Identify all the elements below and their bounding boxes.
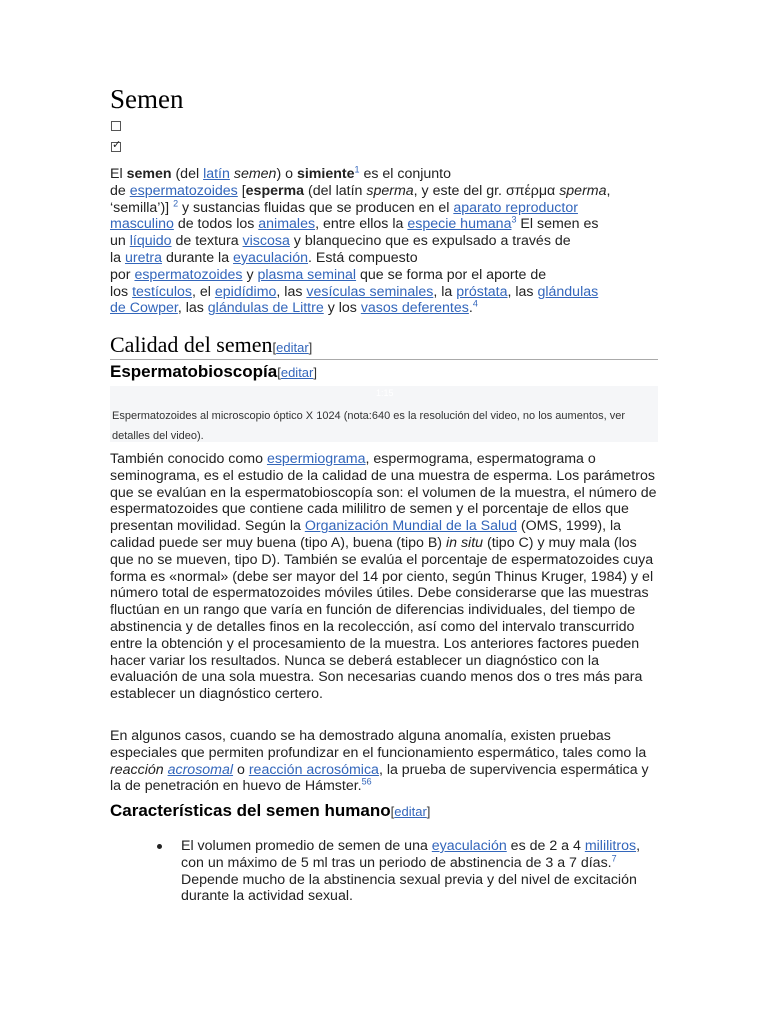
link-vasos-deferentes[interactable]: vasos deferentes <box>360 300 469 317</box>
checked-checkbox[interactable] <box>111 142 121 152</box>
link-masculino[interactable]: masculino <box>110 216 174 233</box>
section-heading-espermatobioscopia: Espermatobioscopía[editar] <box>110 362 317 381</box>
link-cowper[interactable]: de Cowper <box>110 300 178 317</box>
list-item: El volumen promedio de semen de una eyaculación es de 2 a 4 mililitros, con un máximo de 5 ml tras un periodo de abstinencia de 3 a 7 días.$^7$ Depende mucho de la abstinencia sexual previa y del nivel de excitación durante la actividad sexual. <box>110 838 658 905</box>
link-aparato-reproductor[interactable]: aparato reproductor <box>453 199 578 216</box>
video-box[interactable] <box>110 386 658 442</box>
paragraph-pruebas: En algunos casos, cuando se ha demostrado alguna anomalía, existen pruebas especiales que permiten profundizar en el funcionamiento espermático, tales como la reacción acrosomal o reacción acrosómica, la prueba de supervivencia espermática y la de penetración en huevo de Hámster.$^{56}$ <box>110 728 649 795</box>
characteristics-list <box>110 838 658 905</box>
ref-3[interactable]: 3 <box>511 214 517 225</box>
bullet-icon <box>157 844 162 849</box>
page-title: Semen <box>110 84 184 114</box>
video-duration: 1:15 <box>376 388 394 398</box>
ref-2[interactable]: 2 <box>173 197 179 208</box>
link-mililitros[interactable]: mililitros <box>584 838 637 854</box>
ref-7[interactable]: 7 <box>611 853 617 864</box>
link-littre[interactable]: glándulas de Littre <box>207 300 324 317</box>
link-liquido[interactable]: líquido <box>129 233 172 250</box>
link-reaccion-acrosomica[interactable]: reacción acrosómica <box>248 761 379 778</box>
link-eyaculacion[interactable]: eyaculación <box>233 249 308 266</box>
intro-paragraph: El semen (del latín semen) o simiente$^1$ es el conjunto de espermatozoides [esperma (del latín sperma, y este del gr. σπέρμα sperma, ‘semilla’)] $^2$ y sustancias fluidas que se producen en el aparato reproductor masculino de todos los animales, entre ellos la especie humana$^3$ El semen es un líquido de textura viscosa y blanquecino que es expulsado a través de la uretra durante la eyaculación. Está compuesto por espermatozoides y plasma seminal que se forma por el aporte de los testículos, el epidídimo, las vesículas seminales, la próstata, las glándulas de Cowper, las glándulas de Littre y los vasos deferentes.$^4$ <box>110 164 611 317</box>
link-testiculos[interactable]: testículos <box>132 283 193 300</box>
ref-4[interactable]: 4 <box>472 298 478 309</box>
term-simiente: simiente <box>296 166 355 182</box>
link-uretra[interactable]: uretra <box>124 249 163 266</box>
link-animales[interactable]: animales <box>258 216 316 233</box>
edit-link[interactable]: editar <box>394 804 427 819</box>
link-espermatozoides[interactable]: espermatozoides <box>129 182 238 199</box>
section-heading-calidad: Calidad del semen[editar] <box>110 332 658 360</box>
link-especie-humana[interactable]: especie humana <box>407 216 512 233</box>
section-heading-caracteristicas: Características del semen humano[editar] <box>110 801 431 820</box>
edit-link[interactable]: editar <box>276 340 309 355</box>
link-espermatozoides-2[interactable]: espermatozoides <box>134 266 243 283</box>
link-espermiograma[interactable]: espermiograma <box>266 451 366 467</box>
link-latin[interactable]: latín <box>203 166 230 182</box>
video-caption: Espermatozoides al microscopio óptico X 1024 (nota:640 es la resolución del video, no los aumentos, ver detalles del video). <box>112 410 626 442</box>
link-viscosa[interactable]: viscosa <box>242 233 290 250</box>
edit-link[interactable]: editar <box>280 365 314 380</box>
link-epididimo[interactable]: epidídimo <box>214 283 277 300</box>
link-prostata[interactable]: próstata <box>456 283 508 300</box>
link-vesiculas-seminales[interactable]: vesículas seminales <box>306 283 434 300</box>
link-plasma-seminal[interactable]: plasma seminal <box>257 266 357 283</box>
ref-56[interactable]: 56 <box>361 776 372 787</box>
paragraph-espermatobioscopia: También conocido como espermiograma, espermograma, espermatograma o seminograma, es el estudio de la calidad de una muestra de esperma. Los parámetros que se evalúan en la espermatobioscopía son: el volumen de la muestra, el número de espermatozoides que contiene cada mililitro de semen y el porcentaje de ellos que presentan movilidad. Según la Organización Mundial de la Salud (OMS, 1999), la calidad puede ser muy buena (tipo A), buena (tipo B) in situ (tipo C) y muy mala (los que no se mueven, tipo D). También se evalúa el porcentaje de espermatozoides cuya forma es «normal» (debe ser mayor del 14 por ciento, según Thinus Kruger, 1984) y el número total de espermatozoides móviles útiles. Debe considerarse que las muestras fluctúan en un rango que varía en función de diferencias individuales, del tiempo de abstinencia y de detalles finos en la recolección, así como del intervalo transcurrido entre la obtención y el procesamiento de la muestra. Los anteriores factores pueden hacer variar los resultados. Nunca se deberá establecer un diagnóstico con la evaluación de una sola muestra. Son necesarias cuando menos dos o tres más para establecer un diagnóstico certero. <box>110 451 657 703</box>
unchecked-checkbox[interactable] <box>111 121 121 131</box>
link-glandulas[interactable]: glándulas <box>537 283 599 300</box>
ref-1[interactable]: 1 <box>354 164 360 175</box>
link-eyaculacion-2[interactable]: eyaculación <box>431 838 507 854</box>
link-oms[interactable]: Organización Mundial de la Salud <box>304 518 517 535</box>
link-acrosomal[interactable]: acrosomal <box>167 761 234 778</box>
term-semen: semen <box>126 166 172 182</box>
